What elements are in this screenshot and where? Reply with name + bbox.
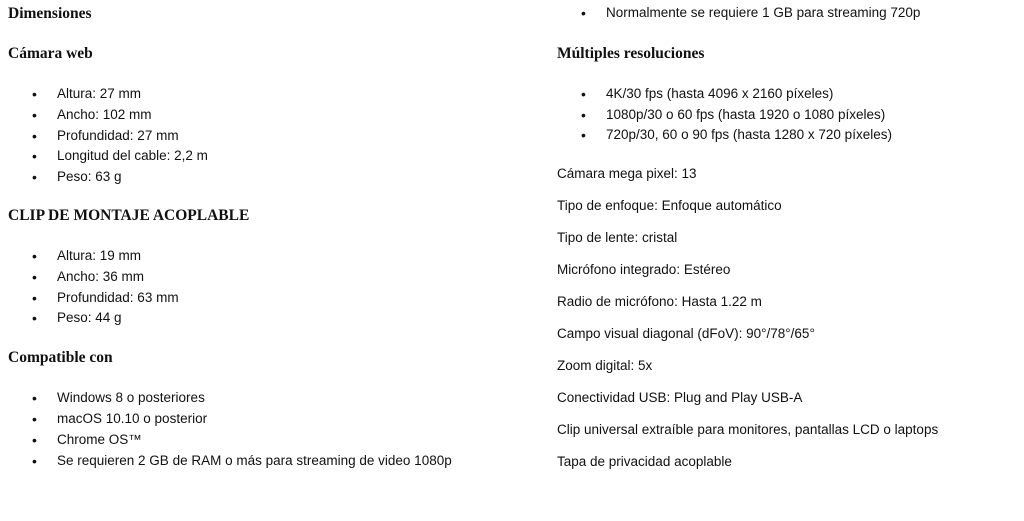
spec-clip-universal: Clip universal extraíble para monitores, pantallas LCD o laptops [557,422,939,438]
list-item: • Peso: 63 g [8,167,528,188]
list-item: • Chrome OS™ [8,430,528,451]
list-item: • macOS 10.10 o posterior [8,409,528,430]
list-item: • Profundidad: 27 mm [8,126,528,147]
list-item: • 720p/30, 60 o 90 fps (hasta 1280 x 720 píxeles) [557,125,1017,146]
list-item: • 4K/30 fps (hasta 4096 x 2160 píxeles) [557,84,1017,105]
list-compatible-con [8,388,528,471]
spec-tapa-privacidad: Tapa de privacidad acoplable [557,454,732,470]
heading-multiples-resoluciones: Múltiples resoluciones [557,44,705,62]
left-column [8,0,528,471]
spec-tipo-enfoque: Tipo de enfoque: Enfoque automático [557,198,782,214]
list-item: • Se requieren 2 GB de RAM o más para streaming de video 1080p [8,451,528,472]
heading-camara-web: Cámara web [8,45,93,62]
heading-clip-montaje: CLIP DE MONTAJE ACOPLABLE [8,206,250,224]
spec-radio-microfono: Radio de micrófono: Hasta 1.22 m [557,294,762,310]
list-item: • Longitud del cable: 2,2 m [8,146,528,167]
list-item: • Normalmente se requiere 1 GB para streaming 720p [557,3,1017,24]
list-item: • 1080p/30 o 60 fps (hasta 1920 o 1080 píxeles) [557,105,1017,126]
list-item: • Profundidad: 63 mm [8,288,528,309]
heading-compatible-con: Compatible con [8,349,113,367]
spec-microfono-integrado: Micrófono integrado: Estéreo [557,262,731,278]
right-column [557,0,1017,472]
list-item: • Peso: 44 g [8,308,528,329]
list-resoluciones [557,84,1017,146]
spec-conectividad-usb: Conectividad USB: Plug and Play USB-A [557,390,803,406]
list-camara-web [8,84,528,188]
list-continuation [557,3,1017,24]
spec-zoom-digital: Zoom digital: 5x [557,358,653,374]
list-item: • Altura: 27 mm [8,84,528,105]
spec-tipo-lente: Tipo de lente: cristal [557,230,678,246]
list-clip-montaje [8,246,528,329]
list-item: • Altura: 19 mm [8,246,528,267]
list-item: • Windows 8 o posteriores [8,388,528,409]
spec-camara-mega-pixel: Cámara mega pixel: 13 [557,166,697,182]
list-item: • Ancho: 102 mm [8,105,528,126]
heading-dimensiones: Dimensiones [8,5,92,22]
list-item: • Ancho: 36 mm [8,267,528,288]
spec-campo-visual: Campo visual diagonal (dFoV): 90°/78°/65° [557,326,815,342]
